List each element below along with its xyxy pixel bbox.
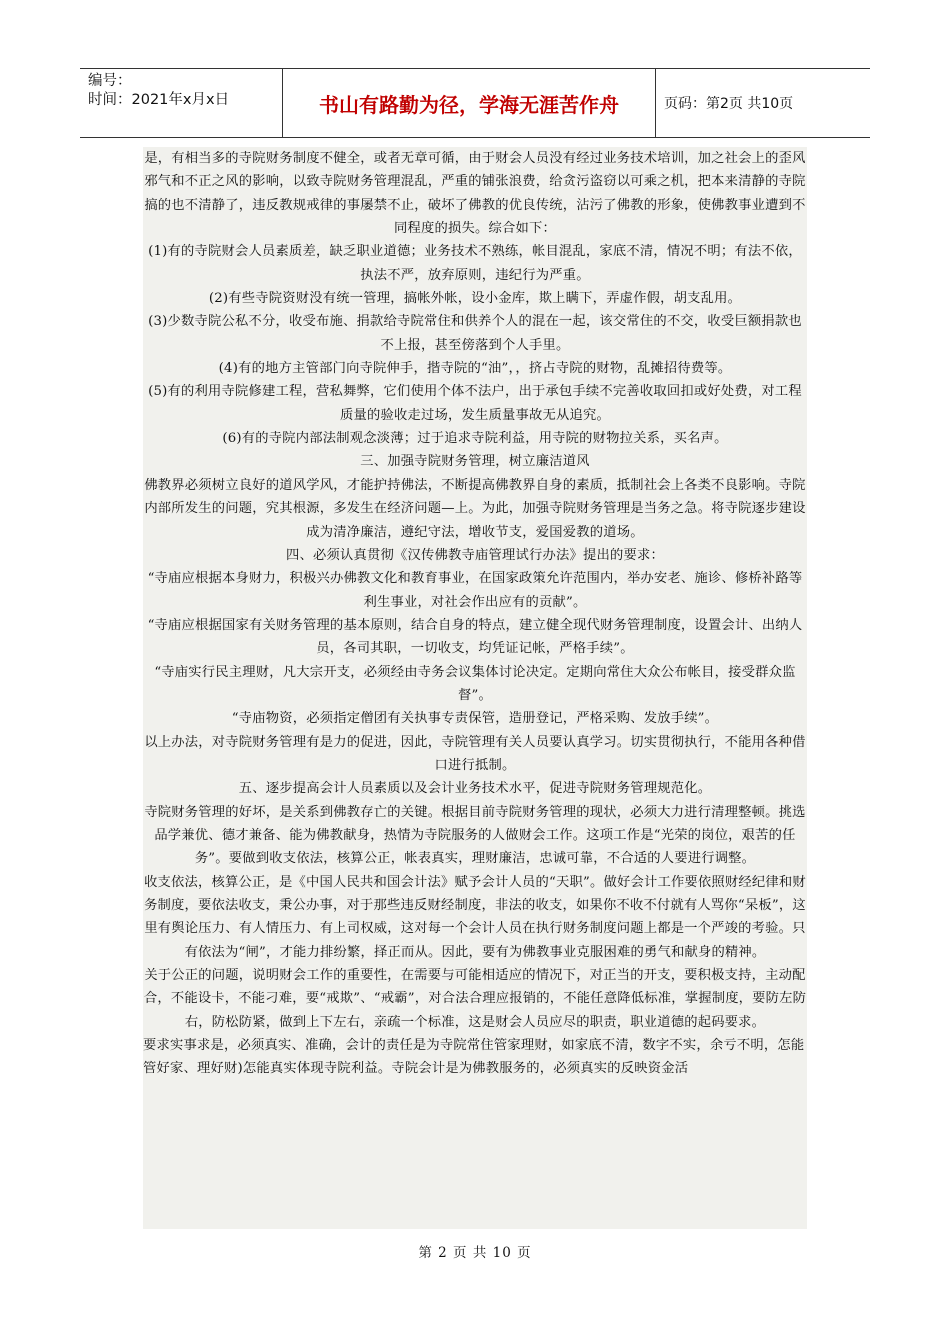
- paragraph: 关于公正的问题，说明财会工作的重要性，在需要与可能相适应的情况下，对正当的开支，要积极支持，主动配合，不能设卡，不能刁难，要“戒欺”、“戒霸”，对合法合理应报销的，不能任意降低标准，掌握制度，要防左防右，防松防紧，做到上下左右，亲疏一个标准，这是财会人员应尽的职责，职业道德的起码要求。: [143, 968, 807, 1030]
- document-body: [143, 147, 807, 1229]
- quote: “寺庙应根据国家有关财务管理的基本原则，结合自身的特点，建立健全现代财务管理制度，设置会计、出纳人员，各司其职，一切收支，均凭证记帐，严格手续”。: [147, 617, 803, 657]
- header-meta: [80, 69, 282, 137]
- number-label: 编号：: [88, 73, 132, 89]
- header-motto: 书山有路勤为径，学海无涯苦作舟: [282, 69, 656, 137]
- quote: “寺庙实行民主理财，凡大宗开支，必须经由寺务会议集体讨论决定。定期向常住大众公布帐目，接受群众监督”。: [154, 664, 796, 703]
- paragraph: 佛教界必须树立良好的道风学风，才能护持佛法，不断提高佛教界自身的素质，抵制社会上各类不良影响。寺院内部所发生的问题，究其根源，多发生在经济问题—上。为此，加强寺院财务管理是当务之急。将寺院逐步建设成为清净廉洁，遵纪守法，增收节支，爱国爱教的道场。: [144, 477, 806, 540]
- section-heading: 四、必须认真贯彻《汉传佛教寺庙管理试行办法》提出的要求：: [286, 547, 664, 563]
- header-page-info: 页码：第2页 共10页: [664, 96, 794, 112]
- list-item: (5)有的利用寺院修建工程，营私舞弊，它们使用个体不法户，出于承包手续不完善收取回扣或好处费，对工程质量的验收走过场，发生质量事故无从追究。: [148, 384, 802, 423]
- date-label: 时间：2021年x月x日: [88, 92, 230, 108]
- section-heading: 三、加强寺院财务管理，树立廉洁道风: [360, 454, 590, 470]
- paragraph: 要求实事求是，必须真实、准确，会计的责任是为寺院常住管家理财，如家底不清，数字不实，余亏不明，怎能管好家、理好财)怎能真实体现寺院利益。寺院会计是为佛教服务的，必须真实的反映资金活: [143, 1038, 805, 1077]
- paragraph: 是，有相当多的寺院财务制度不健全，或者无章可循，由于财会人员没有经过业务技术培训，加之社会上的歪风邪气和不正之风的影响，以致寺院财务管理混乱，严重的铺张浪费，给贪污盗窃以可乘之机，把本来清静的寺院搞的也不清静了，违反教规戒律的事屡禁不止，破坏了佛教的优良传统，沾污了佛教的形象，使佛教事业遭到不同程度的损失。综合如下：: [144, 151, 806, 237]
- list-item: (4)有的地方主管部门向寺院伸手，揩寺院的“油”，，挤占寺院的财物，乱摊招待费等。: [218, 361, 732, 377]
- list-item: (1)有的寺院财会人员素质差，缺乏职业道德；业务技术不熟练，帐目混乱，家底不清，情况不明；有法不依，执法不严，放弃原则，违纪行为严重。: [148, 244, 802, 283]
- paragraph: 收支依法，核算公正，是《中国人民共和国会计法》赋予会计人员的“天职”。做好会计工作要依照财经纪律和财务制度，要依法收支，秉公办事，对于那些违反财经制度，非法的收支，如果你不收不付就有人骂你“呆板”，这里有舆论压力、有人情压力、有上司权威，这对每一个会计人员在执行财务制度问题上都是一个严竣的考验。只有依法为“闸”，才能力排纷繁，择正而从。因此，要有为佛教事业克服困难的勇气和献身的精神。: [144, 874, 806, 960]
- section-heading: 五、逐步提高会计人员素质以及会计业务技术水平，促进寺院财务管理规范化。: [238, 781, 712, 797]
- list-item: (6)有的寺院内部法制观念淡薄；过于追求寺院利益，用寺院的财物拉关系，买名声。: [222, 431, 728, 447]
- page-footer: 第 2 页 共 10 页: [418, 1245, 532, 1261]
- quote: “寺庙物资，必须指定僧团有关执事专责保管，造册登记，严格采购、发放手续”。: [231, 711, 719, 727]
- page-header: [80, 68, 870, 138]
- list-item: (2)有些寺院资财没有统一管理，搞帐外帐，设小金库，欺上瞒下，弄虚作假，胡支乱用。: [208, 291, 742, 307]
- list-item: (3)少数寺院公私不分，收受布施、捐款给寺院常住和供养个人的混在一起，该交常住的不交，收受巨额捐款也不上报，甚至傍落到个人手里。: [148, 314, 802, 353]
- paragraph: 以上办法，对寺院财务管理有是力的促进，因此，寺院管理有关人员要认真学习。切实贯彻执行，不能用各种借口进行抵制。: [144, 734, 806, 773]
- quote: “寺庙应根据本身财力，积极兴办佛教文化和教育事业，在国家政策允许范围内，举办安老、施诊、修桥补路等利生事业，对社会作出应有的贡献”。: [147, 571, 803, 610]
- paragraph: 寺院财务管理的好坏，是关系到佛教存亡的关键。根据目前寺院财务管理的现状，必须大力进行清理整顿。挑选品学兼优、德才兼备、能为佛教献身，热情为寺院服务的人做财会工作。这项工作是“光荣的岗位，艰苦的任务”。要做到收支依法，核算公正，帐表真实，理财廉洁，忠诚可靠，不合适的人要进行调整。: [144, 804, 806, 867]
